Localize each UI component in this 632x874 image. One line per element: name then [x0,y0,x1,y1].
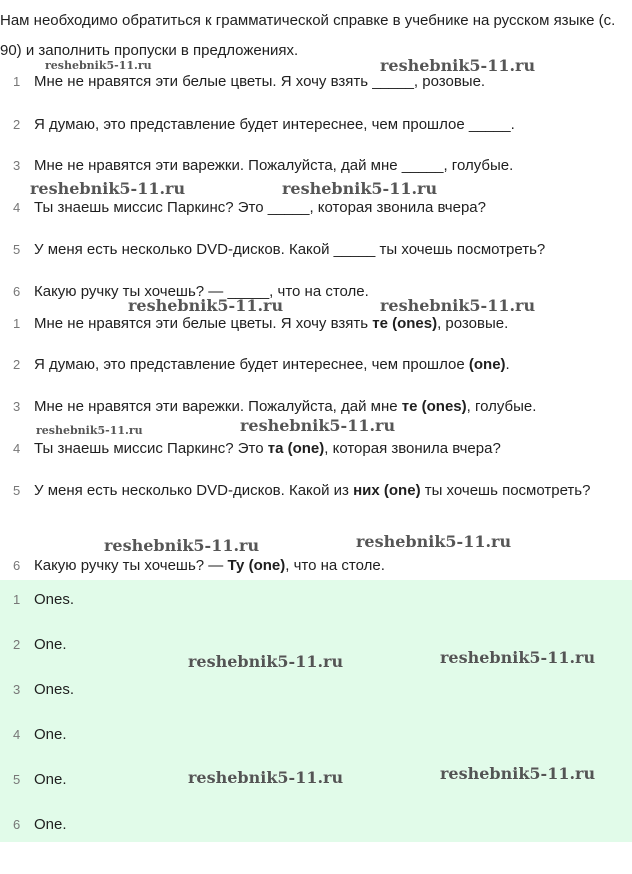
item-number: 4 [13,441,21,456]
item-text: Ты знаешь миссис Паркинс? Это та (one), которая звонила вчера? [34,440,501,457]
item-text: Мне не нравятся эти варежки. Пожалуйста, дай мне те (ones), голубые. [34,398,537,415]
item-number: 4 [13,200,21,215]
answer-text: One. [34,771,67,788]
item-number: 5 [13,772,21,787]
item-number: 6 [13,817,21,832]
watermark-text: reshebnik5-11.ru [440,764,596,783]
answer-text: One. [34,816,67,833]
item-text: Мне не нравятся эти белые цветы. Я хочу взять _____, розовые. [34,73,486,90]
answers-box [0,580,632,842]
item-number: 3 [13,158,21,173]
item-text: У меня есть несколько DVD-дисков. Какой _____ ты хочешь посмотреть? [34,241,546,258]
item-number: 1 [13,592,21,607]
item-text: Мне не нравятся эти белые цветы. Я хочу взять те (ones), розовые. [34,315,509,332]
item-text: Какую ручку ты хочешь? — _____, что на столе. [34,283,369,300]
answer-word: (one) [468,356,506,373]
answer-word: те (ones) [401,398,467,415]
item-number: 2 [13,637,21,652]
item-number: 6 [13,284,21,299]
item-text: Мне не нравятся эти варежки. Пожалуйста, дай мне _____, голубые. [34,157,514,174]
intro-paragraph: Нам необходимо обратиться к грамматической справке в учебнике на русском языке (с. 90) и заполнить пропуски в предложениях. [0,12,616,59]
watermark-text: reshebnik5-11.ru [128,296,284,315]
item-number: 5 [13,242,21,257]
item-number: 3 [13,399,21,414]
answer-text: One. [34,726,67,743]
item-text: Я думаю, это представление будет интереснее, чем прошлое _____. [34,116,515,133]
watermark-text: reshebnik5-11.ru [104,536,260,555]
item-number: 2 [13,117,21,132]
watermark-text: reshebnik5-11.ru [380,296,536,315]
answer-word: них (one) [353,482,421,499]
watermark-text: reshebnik5-11.ru [240,416,396,435]
item-number: 4 [13,727,21,742]
item-text: Ты знаешь миссис Паркинс? Это _____, которая звонила вчера? [34,199,486,216]
item-text: У меня есть несколько DVD-дисков. Какой из них (one) ты хочешь посмотреть? [34,482,591,499]
answer-word: Ту (one) [227,557,286,574]
watermark-text: reshebnik5-11.ru [440,648,596,667]
watermark-text: reshebnik5-11.ru [188,768,344,787]
item-number: 5 [13,483,21,498]
watermark-text: reshebnik5-11.ru [30,179,186,198]
watermark-text: reshebnik5-11.ru [188,652,344,671]
answer-text: One. [34,636,67,653]
answer-text: Ones. [34,681,75,698]
watermark-text: reshebnik5-11.ru [282,179,438,198]
item-number: 2 [13,357,21,372]
item-number: 3 [13,682,21,697]
answer-word: та (one) [267,440,325,457]
item-text: Я думаю, это представление будет интереснее, чем прошлое (one). [34,356,510,373]
watermark-text: reshebnik5-11.ru [380,56,536,75]
item-number: 1 [13,316,21,331]
item-number: 1 [13,74,21,89]
answer-text: Ones. [34,591,75,608]
answer-word: те (ones) [372,315,438,332]
item-number: 6 [13,558,21,573]
item-text: Какую ручку ты хочешь? — Ту (one), что на столе. [34,557,385,574]
watermark-text: reshebnik5-11.ru [36,424,143,437]
watermark-text: reshebnik5-11.ru [356,532,512,551]
watermark-text: reshebnik5-11.ru [45,59,152,72]
